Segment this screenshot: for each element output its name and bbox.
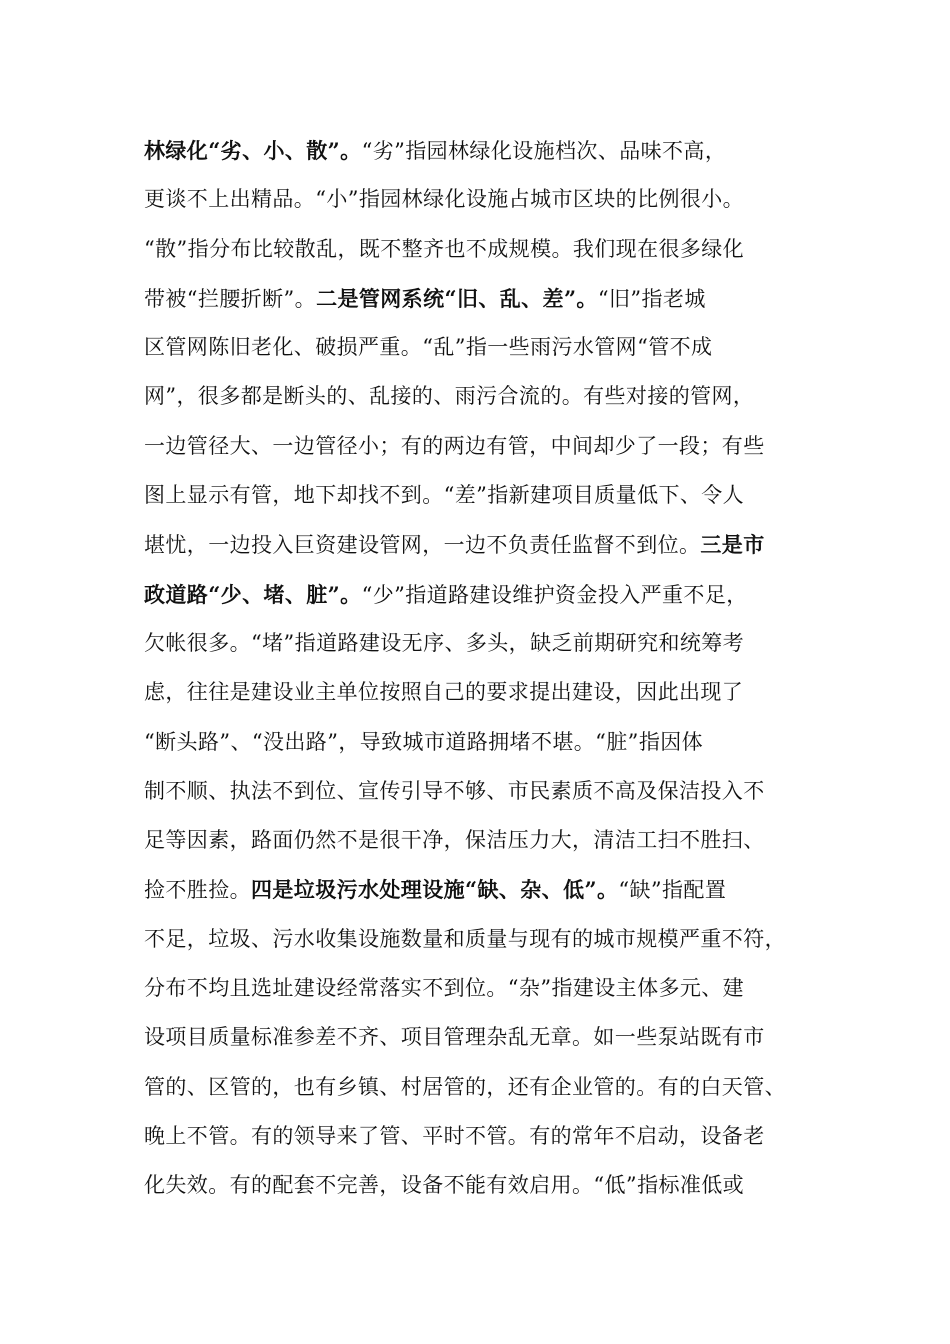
body-text-run: 一边管径大、一边管径小；有的两边有管，中间却少了一段；有些 xyxy=(144,433,765,458)
bold-heading-text: 四是垃圾污水处理设施“缺、杂、低”。 xyxy=(251,877,619,903)
text-line xyxy=(144,471,834,520)
text-line xyxy=(144,225,834,274)
text-line xyxy=(144,865,834,914)
body-text-run: 欠帐很多。“堵”指道路建设无序、多头，缺乏前期研究和统筹考 xyxy=(144,630,745,655)
body-text-run: 足等因素，路面仍然不是很干净，保洁压力大，清洁工扫不胜扫、 xyxy=(144,828,765,853)
text-line xyxy=(144,175,834,224)
text-line xyxy=(144,570,834,619)
body-text-run: 设项目质量标准参差不齐、项目管理杂乱无章。如一些泵站既有市 xyxy=(144,1025,765,1050)
bold-heading-text: 三是市 xyxy=(700,532,765,558)
body-text xyxy=(144,126,834,1211)
body-text-run: 网”，很多都是断头的、乱接的、雨污合流的。有些对接的管网， xyxy=(144,384,755,409)
body-text-run: 分布不均且选址建设经常落实不到位。“杂”指建设主体多元、建 xyxy=(144,976,745,1001)
text-line xyxy=(144,1013,834,1062)
body-text-run: 捡不胜捡。 xyxy=(144,878,251,903)
text-line xyxy=(144,1161,834,1210)
text-line xyxy=(144,964,834,1013)
text-line xyxy=(144,323,834,372)
body-text-run: 更谈不上出精品。“小”指园林绿化设施占城市区块的比例很小。 xyxy=(144,187,745,212)
text-line xyxy=(144,816,834,865)
text-line xyxy=(144,520,834,569)
body-text-run: 堪忧，一边投入巨资建设管网，一边不负责任监督不到位。 xyxy=(144,533,701,558)
text-line xyxy=(144,422,834,471)
text-line xyxy=(144,1063,834,1112)
bold-heading-text: 林绿化“劣、小、散”。 xyxy=(144,138,362,163)
body-text-run: 不足，垃圾、污水收集设施数量和质量与现有的城市规模严重不符， xyxy=(144,926,786,951)
body-text-run: “缺”指配置 xyxy=(618,878,727,903)
body-text-run: “劣”指园林绿化设施档次、品味不高， xyxy=(361,139,727,163)
text-line xyxy=(144,668,834,717)
text-line xyxy=(144,372,834,421)
body-text-run: 晚上不管。有的领导来了管、平时不管。有的常年不启动，设备老 xyxy=(144,1123,765,1148)
bold-heading-text: 政道路“少、堵、脏”。 xyxy=(144,581,362,607)
bold-heading-text: 二是管网系统“旧、乱、差”。 xyxy=(316,285,598,311)
body-text-run: 管的、区管的，也有乡镇、村居管的，还有企业管的。有的白天管、 xyxy=(144,1074,786,1099)
text-line xyxy=(144,1112,834,1161)
body-text-run: 区管网陈旧老化、破损严重。“乱”指一些雨污水管网“管不成 xyxy=(144,335,713,360)
text-line xyxy=(144,274,834,323)
body-text-run: “断头路”、“没出路”，导致城市道路拥堵不堪。“脏”指因体 xyxy=(144,729,704,754)
text-line xyxy=(144,718,834,767)
text-line xyxy=(144,915,834,964)
body-text-run: 化失效。有的配套不完善，设备不能有效启用。“低”指标准低或 xyxy=(144,1173,745,1198)
text-line xyxy=(144,126,834,175)
body-text-run: “散”指分布比较散乱，既不整齐也不成规模。我们现在很多绿化 xyxy=(144,236,745,261)
body-text-run: 带被“拦腰折断”。 xyxy=(144,286,317,311)
body-text-run: 制不顺、执法不到位、宣传引导不够、市民素质不高及保洁投入不 xyxy=(144,778,765,803)
text-line xyxy=(144,619,834,668)
body-text-run: 虑，往往是建设业主单位按照自己的要求提出建设，因此出现了 xyxy=(144,680,744,705)
body-text-run: 图上显示有管，地下却找不到。“差”指新建项目质量低下、令人 xyxy=(144,483,745,508)
text-line xyxy=(144,767,834,816)
body-text-run: “旧”指老城 xyxy=(597,286,706,311)
body-text-run: “少”指道路建设维护资金投入严重不足， xyxy=(361,582,748,607)
